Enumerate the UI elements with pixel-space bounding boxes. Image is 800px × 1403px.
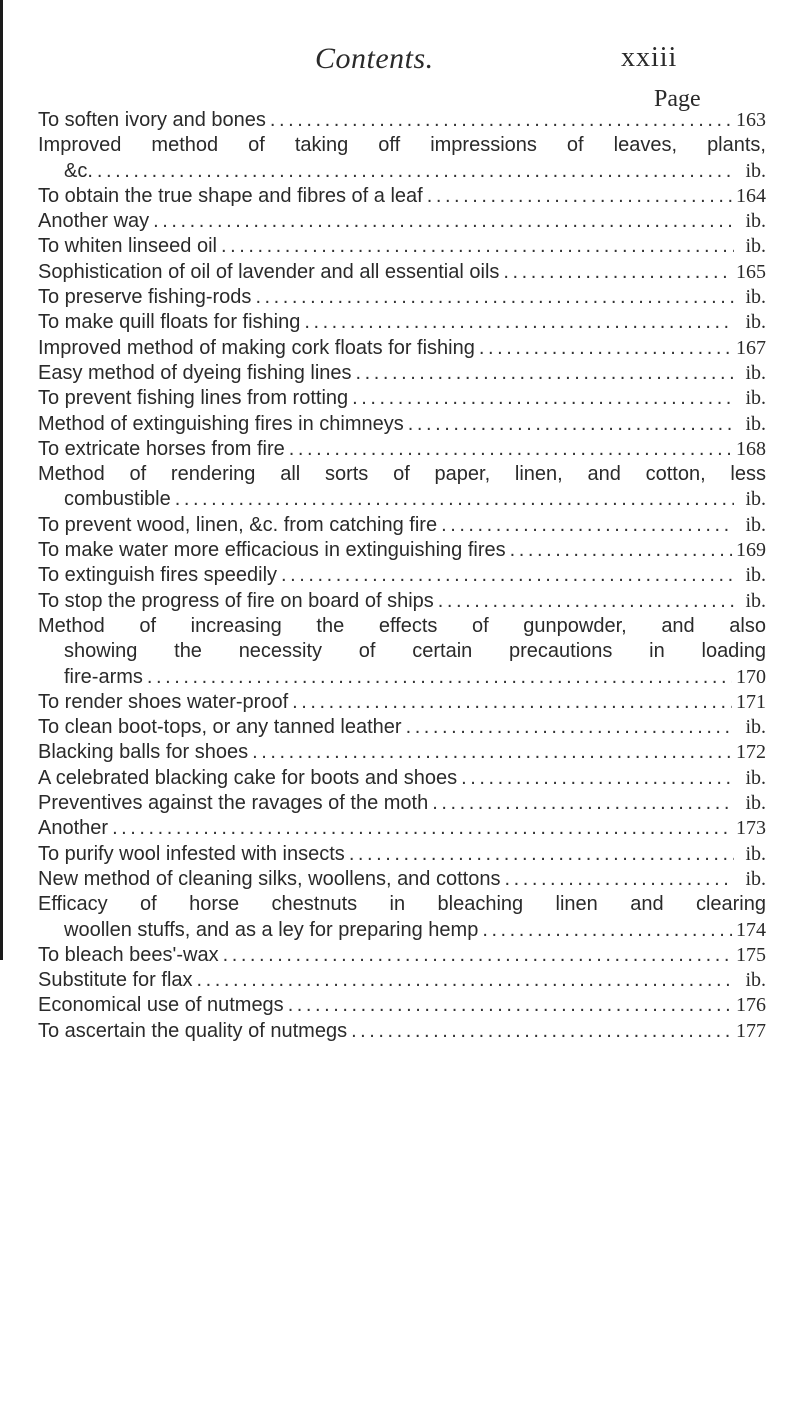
running-header — [0, 42, 800, 82]
dot-leader — [288, 993, 732, 1018]
toc-entry — [38, 614, 766, 690]
dot-leader — [479, 336, 732, 361]
toc-entry-line — [38, 285, 766, 310]
toc-entry-page: 175 — [736, 943, 766, 966]
toc-entry-line — [38, 690, 766, 715]
toc-entry-title: To render shoes water-proof — [38, 690, 289, 713]
toc-entry-line — [38, 159, 766, 184]
toc-entry-page: 173 — [736, 817, 766, 840]
toc-entry-page: ib. — [745, 412, 766, 435]
toc-entry-page: ib. — [745, 589, 766, 612]
toc-entry-title: Economical use of nutmegs — [38, 994, 284, 1017]
toc-entry — [38, 361, 766, 386]
toc-entry-page: 164 — [736, 184, 766, 207]
toc-entry-line — [38, 487, 766, 512]
toc-entry-line — [38, 462, 766, 487]
dot-leader — [221, 234, 734, 259]
dot-leader — [97, 159, 734, 184]
dot-leader — [406, 715, 734, 740]
toc-entry — [38, 260, 766, 285]
dot-leader — [352, 386, 734, 411]
toc-entry — [38, 209, 766, 234]
toc-entry-line — [38, 639, 766, 664]
dot-leader — [351, 1019, 732, 1044]
toc-entry-line — [38, 918, 766, 943]
toc-entry-line — [38, 791, 766, 816]
toc-entry-title: showing the necessity of certain precautions in loading — [64, 640, 766, 663]
toc-entry-title: To extinguish fires speedily — [38, 564, 278, 587]
toc-entry-title: fire-arms — [64, 665, 143, 688]
toc-entry-title: Blacking balls for shoes — [38, 741, 249, 764]
toc-entry-line — [38, 437, 766, 462]
toc-entry-line — [38, 260, 766, 285]
toc-entry-page: ib. — [745, 564, 766, 587]
toc-entry-line — [38, 234, 766, 259]
toc-entry-page: 170 — [736, 665, 766, 688]
toc-entry-title: To prevent fishing lines from rotting — [38, 387, 349, 410]
dot-leader — [432, 791, 734, 816]
toc-entry-title: To obtain the true shape and fibres of a leaf — [38, 184, 423, 207]
toc-entry-title: A celebrated blacking cake for boots and shoes — [38, 766, 458, 789]
page-column-label: Page — [654, 86, 701, 112]
toc-entry-line — [38, 740, 766, 765]
toc-entry-page: ib. — [745, 969, 766, 992]
toc-entry-line — [38, 184, 766, 209]
toc-entry — [38, 538, 766, 563]
toc-entry — [38, 1019, 766, 1044]
toc-entry-title: Improved method of taking off impressions of leaves, plants, — [38, 134, 766, 157]
running-title: Contents. — [315, 42, 434, 75]
toc-entry-page: 167 — [736, 336, 766, 359]
toc-entry-title: To clean boot-tops, or any tanned leather — [38, 716, 402, 739]
toc-entry-title: To prevent wood, linen, &c. from catching fire — [38, 513, 438, 536]
toc-entry-title: combustible — [64, 488, 171, 511]
toc-entry-line — [38, 513, 766, 538]
toc-entry-page: ib. — [745, 792, 766, 815]
toc-entry — [38, 386, 766, 411]
toc-entry-title: Efficacy of horse chestnuts in bleaching linen and clearing — [38, 893, 766, 916]
dot-leader — [112, 816, 732, 841]
toc-entry-title: Preventives against the ravages of the moth — [38, 792, 429, 815]
toc-entry-title: To stop the progress of fire on board of ships — [38, 589, 434, 612]
toc-entry-line — [38, 892, 766, 917]
toc-entry-line — [38, 108, 766, 133]
toc-entry — [38, 867, 766, 892]
page-edge-rule — [0, 0, 3, 960]
toc-entry — [38, 285, 766, 310]
dot-leader — [503, 260, 732, 285]
toc-entry — [38, 412, 766, 437]
toc-entry — [38, 791, 766, 816]
toc-entry-page: ib. — [745, 311, 766, 334]
toc-entry-page: 176 — [736, 994, 766, 1017]
toc-entry-line — [38, 538, 766, 563]
toc-entry-title: To make quill floats for fishing — [38, 311, 301, 334]
toc-entry-page: 174 — [736, 918, 766, 941]
toc-entry — [38, 816, 766, 841]
toc-entry-line — [38, 614, 766, 639]
toc-entry — [38, 690, 766, 715]
toc-entry-title: To purify wool infested with insects — [38, 842, 345, 865]
toc-entry-page: ib. — [745, 286, 766, 309]
toc-entry — [38, 133, 766, 184]
toc-entry-title: Method of extinguishing fires in chimneys — [38, 412, 404, 435]
toc-entry-line — [38, 563, 766, 588]
toc-entry-title: New method of cleaning silks, woollens, and cottons — [38, 867, 501, 890]
toc-entry-page: ib. — [745, 488, 766, 511]
toc-entry-line — [38, 310, 766, 335]
toc-entry-line — [38, 336, 766, 361]
toc-entry-page: 177 — [736, 1019, 766, 1042]
toc-entry-line — [38, 209, 766, 234]
toc-entry — [38, 336, 766, 361]
toc-entry — [38, 993, 766, 1018]
toc-entry-line — [38, 968, 766, 993]
toc-entry-page: 171 — [736, 690, 766, 713]
toc-entry-line — [38, 665, 766, 690]
toc-entry-line — [38, 816, 766, 841]
toc-entry-line — [38, 589, 766, 614]
toc-entry-line — [38, 993, 766, 1018]
toc-entry-line — [38, 715, 766, 740]
dot-leader — [252, 740, 732, 765]
toc-entry-title: To preserve fishing-rods — [38, 286, 252, 309]
dot-leader — [441, 513, 734, 538]
toc-entry — [38, 310, 766, 335]
toc-entry-line — [38, 361, 766, 386]
toc-entry-page: ib. — [745, 387, 766, 410]
toc-entry-title: woollen stuffs, and as a ley for preparing hemp — [64, 918, 479, 941]
dot-leader — [281, 563, 734, 588]
toc-entry — [38, 968, 766, 993]
toc-entry-line — [38, 133, 766, 158]
toc-entry-line — [38, 386, 766, 411]
toc-entry-line — [38, 766, 766, 791]
dot-leader — [147, 665, 732, 690]
toc-entry-title: To ascertain the quality of nutmegs — [38, 1019, 348, 1042]
toc-entry-title: Substitute for flax — [38, 969, 193, 992]
dot-leader — [482, 918, 732, 943]
toc-entry-page: 172 — [736, 741, 766, 764]
toc-entry-title: To extricate horses from fire — [38, 437, 285, 460]
dot-leader — [504, 867, 734, 892]
dot-leader — [175, 487, 734, 512]
dot-leader — [223, 943, 732, 968]
toc-entry — [38, 234, 766, 259]
toc-entry — [38, 943, 766, 968]
toc-entry-title: Another way — [38, 210, 150, 233]
toc-entry-page: 165 — [736, 260, 766, 283]
toc-entry — [38, 184, 766, 209]
dot-leader — [356, 361, 734, 386]
toc-entry-title: &c. — [64, 159, 93, 182]
toc-entry-line — [38, 842, 766, 867]
toc-entry-title: Improved method of making cork floats for fishing — [38, 336, 475, 359]
toc-entry-page: ib. — [745, 361, 766, 384]
toc-entry-line — [38, 412, 766, 437]
toc-entry-page: ib. — [745, 513, 766, 536]
dot-leader — [427, 184, 732, 209]
toc-entry-page: 168 — [736, 437, 766, 460]
dot-leader — [197, 968, 734, 993]
toc-entry-title: Another — [38, 817, 109, 840]
toc-entry-title: To make water more efficacious in extinguishing fires — [38, 539, 506, 562]
toc-entry — [38, 108, 766, 133]
dot-leader — [349, 842, 734, 867]
toc-entry-line — [38, 943, 766, 968]
toc-entry-title: Method of increasing the effects of gunpowder, and also — [38, 614, 766, 637]
toc-entry-page: 169 — [736, 539, 766, 562]
dot-leader — [153, 209, 734, 234]
toc-entry-line — [38, 867, 766, 892]
toc-entry — [38, 892, 766, 943]
toc-entry — [38, 589, 766, 614]
toc-entry-line — [38, 1019, 766, 1044]
dot-leader — [438, 589, 734, 614]
toc-entry-title: To soften ivory and bones — [38, 109, 266, 131]
toc-entry-title: Sophistication of oil of lavender and all essential oils — [38, 260, 500, 283]
dot-leader — [304, 310, 734, 335]
toc-entry-title: Easy method of dyeing fishing lines — [38, 361, 352, 384]
toc-entry — [38, 563, 766, 588]
dot-leader — [510, 538, 732, 563]
toc-entry — [38, 766, 766, 791]
dot-leader — [255, 285, 734, 310]
toc-entry-title: To whiten linseed oil — [38, 235, 217, 258]
toc-entry-page: 163 — [736, 109, 766, 131]
toc-entry-page: ib. — [745, 159, 766, 182]
toc-entry — [38, 437, 766, 462]
toc-entry-page: ib. — [745, 235, 766, 258]
dot-leader — [461, 766, 734, 791]
dot-leader — [270, 108, 732, 133]
toc-entry — [38, 740, 766, 765]
toc-entry-page: ib. — [745, 842, 766, 865]
toc-entry-title: Method of rendering all sorts of paper, linen, and cotton, less — [38, 463, 766, 486]
dot-leader — [289, 437, 732, 462]
toc-entry — [38, 842, 766, 867]
table-of-contents — [38, 108, 766, 1044]
toc-entry-page: ib. — [745, 210, 766, 233]
dot-leader — [292, 690, 732, 715]
toc-entry — [38, 513, 766, 538]
toc-entry-page: ib. — [745, 766, 766, 789]
toc-entry — [38, 462, 766, 513]
toc-entry-title: To bleach bees'-wax — [38, 943, 219, 966]
toc-entry-page: ib. — [745, 716, 766, 739]
dot-leader — [408, 412, 734, 437]
toc-entry — [38, 715, 766, 740]
toc-entry-page: ib. — [745, 867, 766, 890]
page-folio: xxiii — [621, 42, 678, 73]
